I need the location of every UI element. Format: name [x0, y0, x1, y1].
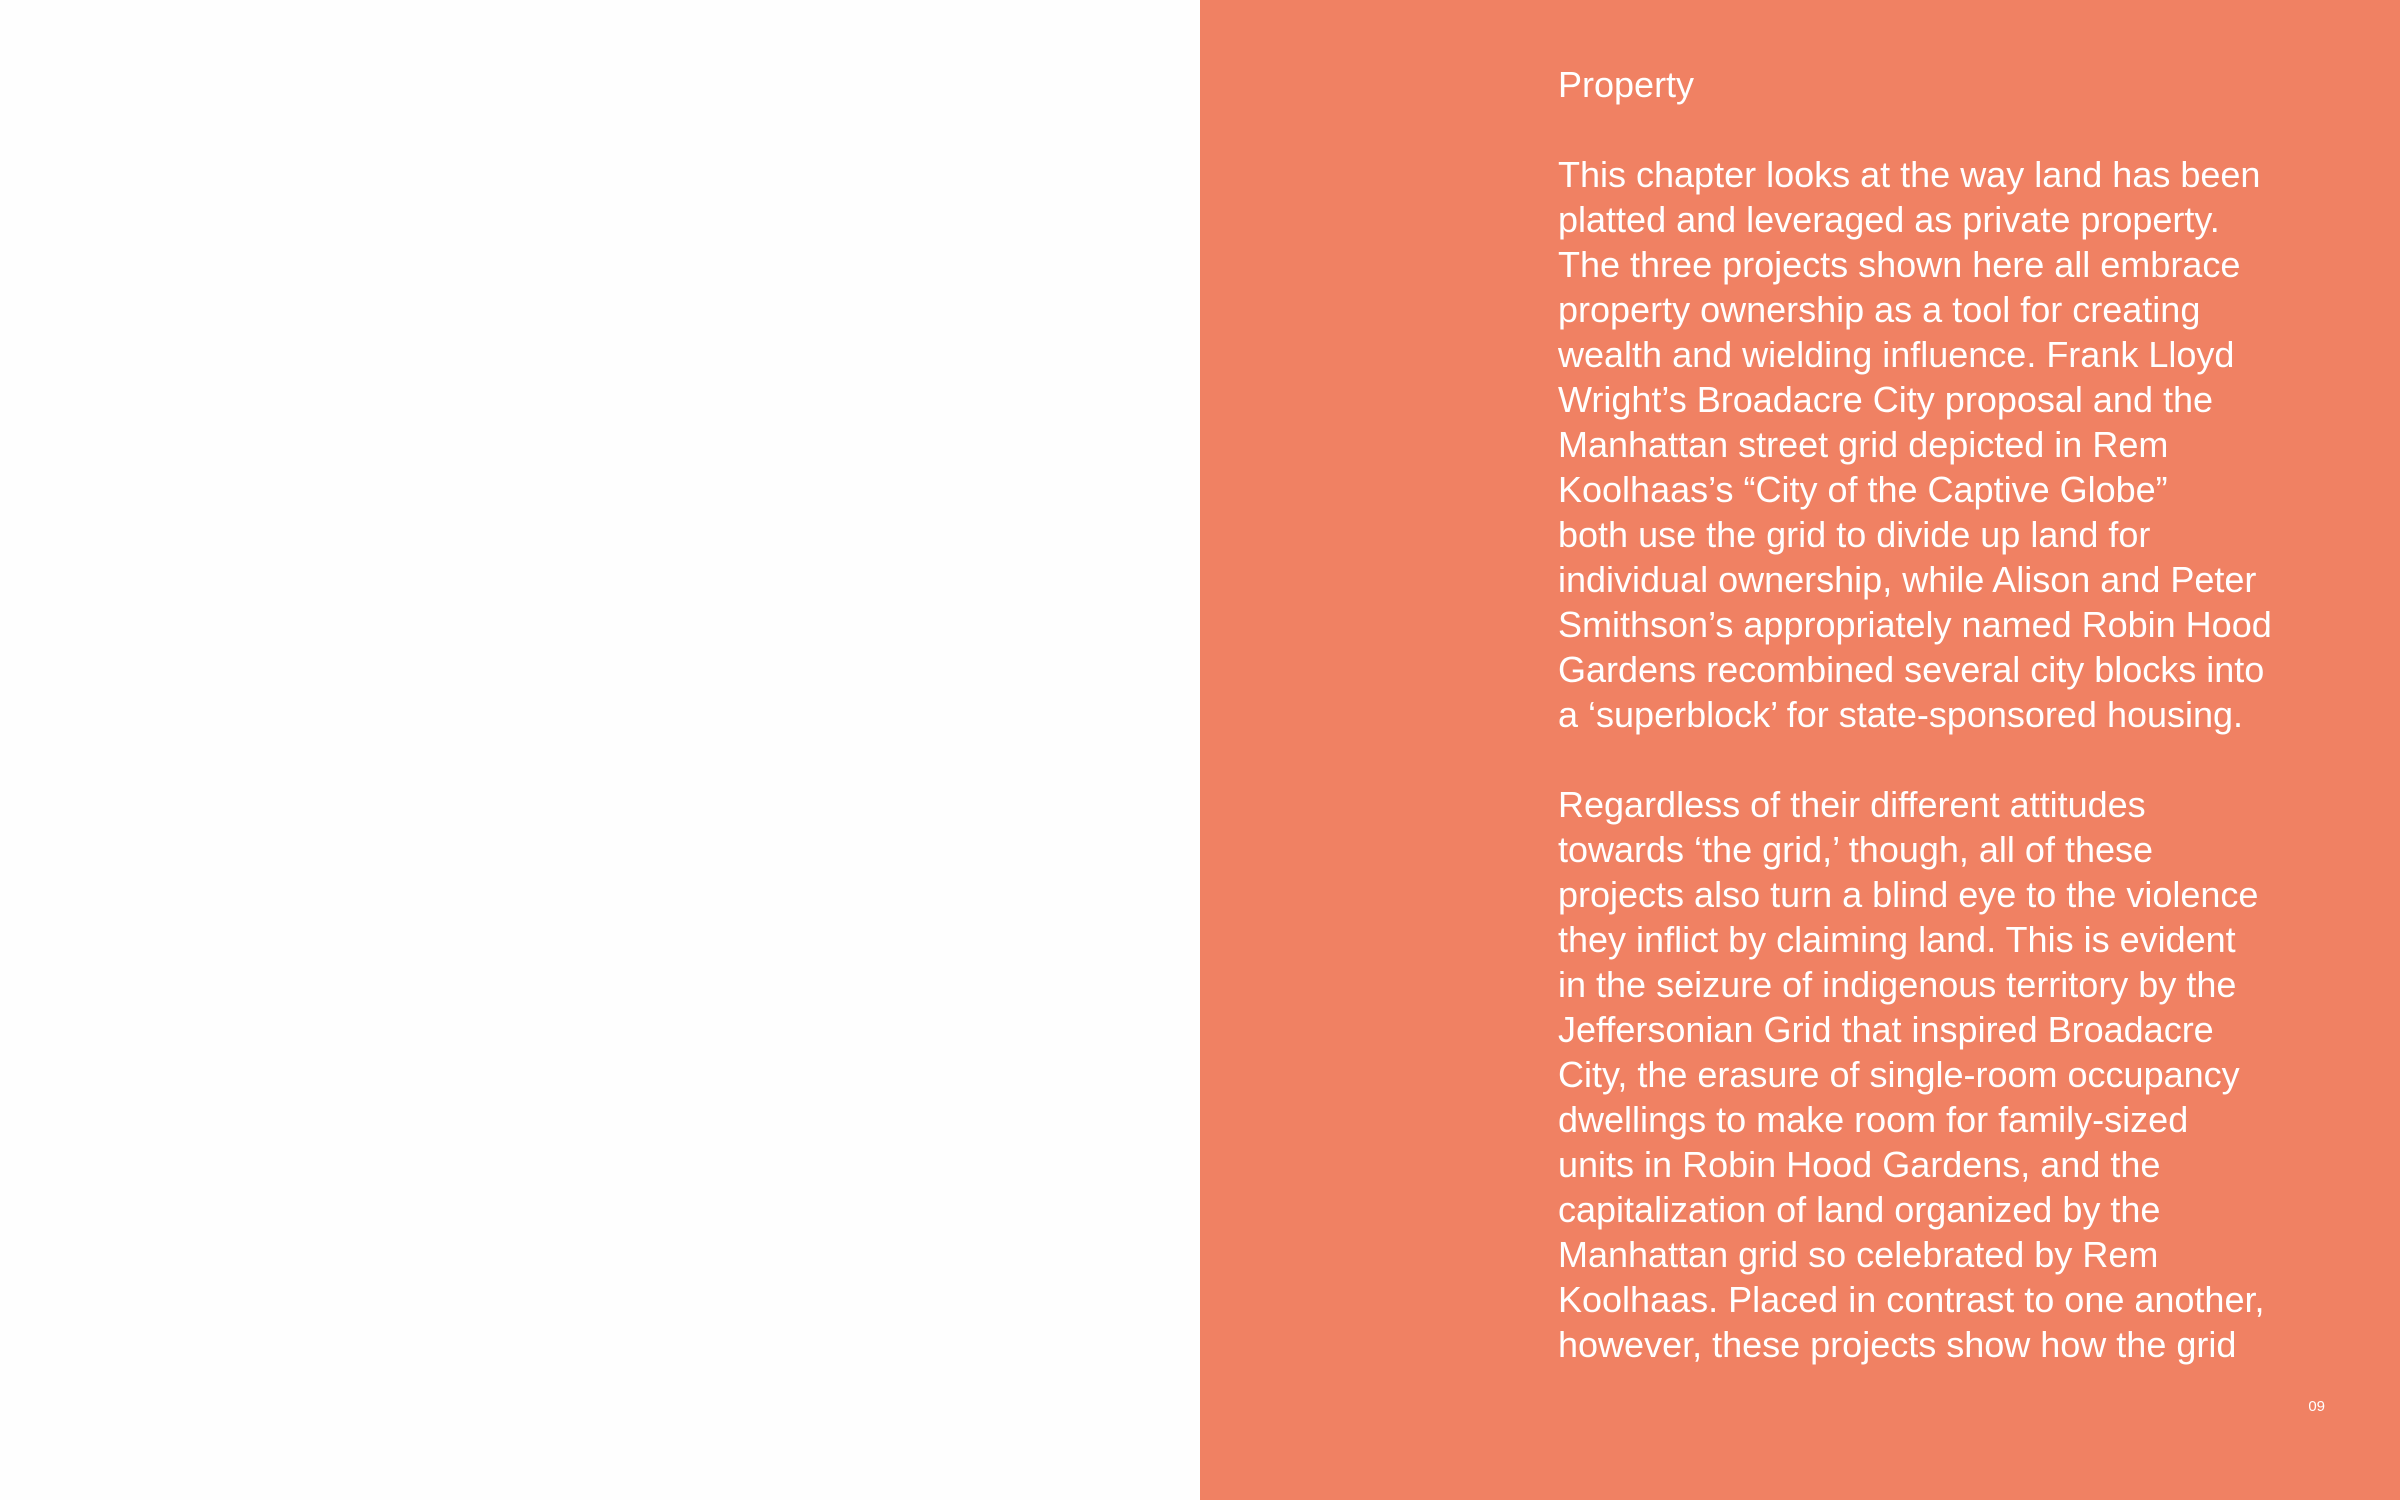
- text-line: Manhattan street grid depicted in Rem: [1558, 424, 2169, 465]
- text-line: Koolhaas’s “City of the Captive Globe”: [1558, 469, 2168, 510]
- text-line: dwellings to make room for family-sized: [1558, 1099, 2189, 1140]
- chapter-text-column: [1558, 62, 2348, 1367]
- text-line: Koolhaas. Placed in contrast to one another,: [1558, 1279, 2265, 1320]
- text-line: a ‘superblock’ for state-sponsored housing.: [1558, 694, 2244, 735]
- text-line: Gardens recombined several city blocks into: [1558, 649, 2265, 690]
- text-line: Smithson’s appropriately named Robin Hood: [1558, 604, 2272, 645]
- text-line: in the seizure of indigenous territory by the: [1558, 964, 2237, 1005]
- text-line: units in Robin Hood Gardens, and the: [1558, 1144, 2161, 1185]
- chapter-title: Property: [1558, 64, 1695, 105]
- text-line: platted and leveraged as private property.: [1558, 199, 2220, 240]
- text-line: property ownership as a tool for creating: [1558, 289, 2201, 330]
- chapter-intro-page: [1200, 0, 2400, 1500]
- text-line: towards ‘the grid,’ though, all of these: [1558, 829, 2154, 870]
- page-number: 09: [2308, 1398, 2325, 1415]
- text-line: projects also turn a blind eye to the violence: [1558, 874, 2259, 915]
- intro-paragraph-1: [1558, 152, 2348, 737]
- text-line: they inflict by claiming land. This is evident: [1558, 919, 2236, 960]
- text-line: Manhattan grid so celebrated by Rem: [1558, 1234, 2159, 1275]
- text-line: however, these projects show how the grid: [1558, 1324, 2237, 1365]
- text-line: individual ownership, while Alison and Peter: [1558, 559, 2257, 600]
- text-line: City, the erasure of single-room occupancy: [1558, 1054, 2240, 1095]
- text-line: wealth and wielding influence. Frank Lloyd: [1558, 334, 2235, 375]
- text-line: Jeffersonian Grid that inspired Broadacre: [1558, 1009, 2214, 1050]
- text-line: capitalization of land organized by the: [1558, 1189, 2161, 1230]
- text-line: both use the grid to divide up land for: [1558, 514, 2151, 555]
- text-line: This chapter looks at the way land has been: [1558, 154, 2261, 195]
- text-line: The three projects shown here all embrace: [1558, 244, 2241, 285]
- text-line: Wright’s Broadacre City proposal and the: [1558, 379, 2214, 420]
- intro-paragraph-2: [1558, 782, 2348, 1367]
- text-line: Regardless of their different attitudes: [1558, 784, 2146, 825]
